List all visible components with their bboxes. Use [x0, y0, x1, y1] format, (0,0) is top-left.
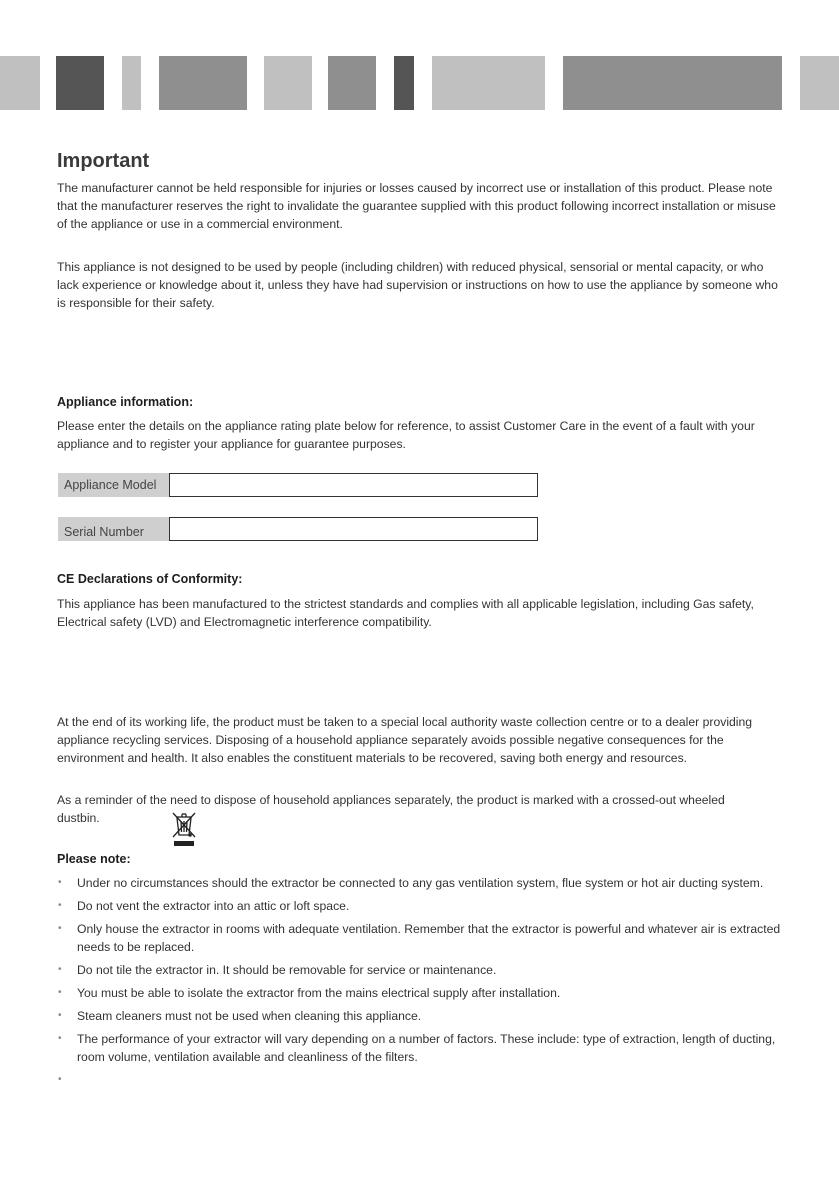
- header-bar: [328, 56, 376, 110]
- disposal-paragraph-1: At the end of its working life, the product must be taken to a special local authority waste collection centre or to a dealer providing appliance recycling services. Disposing of a household appliance separately avoids possible negative consequences for the environment and health. It also enables the constituent materials to be recovered, saving both energy and resources.: [57, 715, 753, 765]
- header-bar: [563, 56, 782, 110]
- list-item: • Under no circumstances should the extractor be connected to any gas ventilation system, flue system or hot air ducting system.: [58, 876, 764, 890]
- appliance-info-text: Please enter the details on the appliance rating plate below for reference, to assist Customer Care in the event of a fault with your appliance and to register your appliance for guarantee purposes.: [57, 419, 755, 451]
- list-item: • The performance of your extractor will vary depending on a number of factors. These include: type of extraction, length of ducting, room volume, ventilation available and cleanliness of the filters.: [58, 1032, 776, 1064]
- serial-number-label: Serial Number: [58, 517, 169, 541]
- important-paragraph-1: The manufacturer cannot be held responsible for injuries or losses caused by incorrect use or installation of this product. Please note that the manufacturer reserves the right to invalidate the guarantee supplied with this product following incorrect installation or misuse of the appliance or use in a commercial environment.: [57, 181, 776, 231]
- list-item: • Steam cleaners must not be used when cleaning this appliance.: [58, 1009, 422, 1023]
- header-bar: [394, 56, 414, 110]
- ce-text: This appliance has been manufactured to the strictest standards and complies with all applicable legislation, including Gas safety, Electrical safety (LVD) and Electromagnetic interference compatibility.: [57, 597, 754, 629]
- header-bar: [0, 56, 40, 110]
- header-bar: [56, 56, 104, 110]
- list-item: • Only house the extractor in rooms with adequate ventilation. Remember that the extractor is powerful and whatever air is extracted needs to be replaced.: [58, 922, 781, 954]
- please-note-heading: Please note:: [57, 852, 131, 866]
- appliance-model-field[interactable]: [169, 473, 538, 497]
- header-bar: [122, 56, 141, 110]
- list-item: • You must be able to isolate the extractor from the mains electrical supply after installation.: [58, 986, 561, 1000]
- header-bar: [800, 56, 839, 110]
- ce-heading: CE Declarations of Conformity:: [57, 572, 243, 586]
- list-item: • Do not tile the extractor in. It should be removable for service or maintenance.: [58, 963, 497, 977]
- header-bar: [432, 56, 545, 110]
- appliance-model-row: [58, 473, 538, 497]
- important-paragraph-2: This appliance is not designed to be used by people (including children) with reduced physical, sensorial or mental capacity, or who lack experience or knowledge about it, unless they have had supervision or instructions on how to use the appliance by someone who is responsible for their safety.: [57, 260, 778, 310]
- crossed-out-wheeled-bin-icon: [170, 808, 198, 848]
- list-item: • Do not vent the extractor into an attic or loft space.: [58, 899, 350, 913]
- header-bar: [159, 56, 247, 110]
- please-note-list: • Under no circumstances should the extractor be connected to any gas ventilation system, flue system or hot air ducting system. • Do not vent the extractor into an attic or loft space. • Only house the extractor in rooms with adequate ventilation. Remember that the extractor is powerful and whatever air is extracted needs to be replaced. • Do not tile the extractor in. It should be removable for service or maintenance. • You must be able to isolate the extractor from the mains electrical supply after installation. • Steam cleaners must not be used when cleaning this appliance. • The performance of your extractor will vary depending on a number of factors. These include: type of extraction, length of ducting, room volume, ventilation available and cleanliness of the filters. •: [57, 874, 787, 1071]
- serial-number-field[interactable]: [169, 517, 538, 541]
- header-bar: [264, 56, 312, 110]
- disposal-paragraph-2: As a reminder of the need to dispose of household appliances separately, the product is marked with a crossed-out wheeled dustbin.: [57, 793, 725, 825]
- page-title: Important: [57, 150, 150, 172]
- appliance-model-label: Appliance Model: [58, 473, 169, 497]
- serial-number-row: [58, 517, 538, 541]
- appliance-info-heading: Appliance information:: [57, 395, 194, 409]
